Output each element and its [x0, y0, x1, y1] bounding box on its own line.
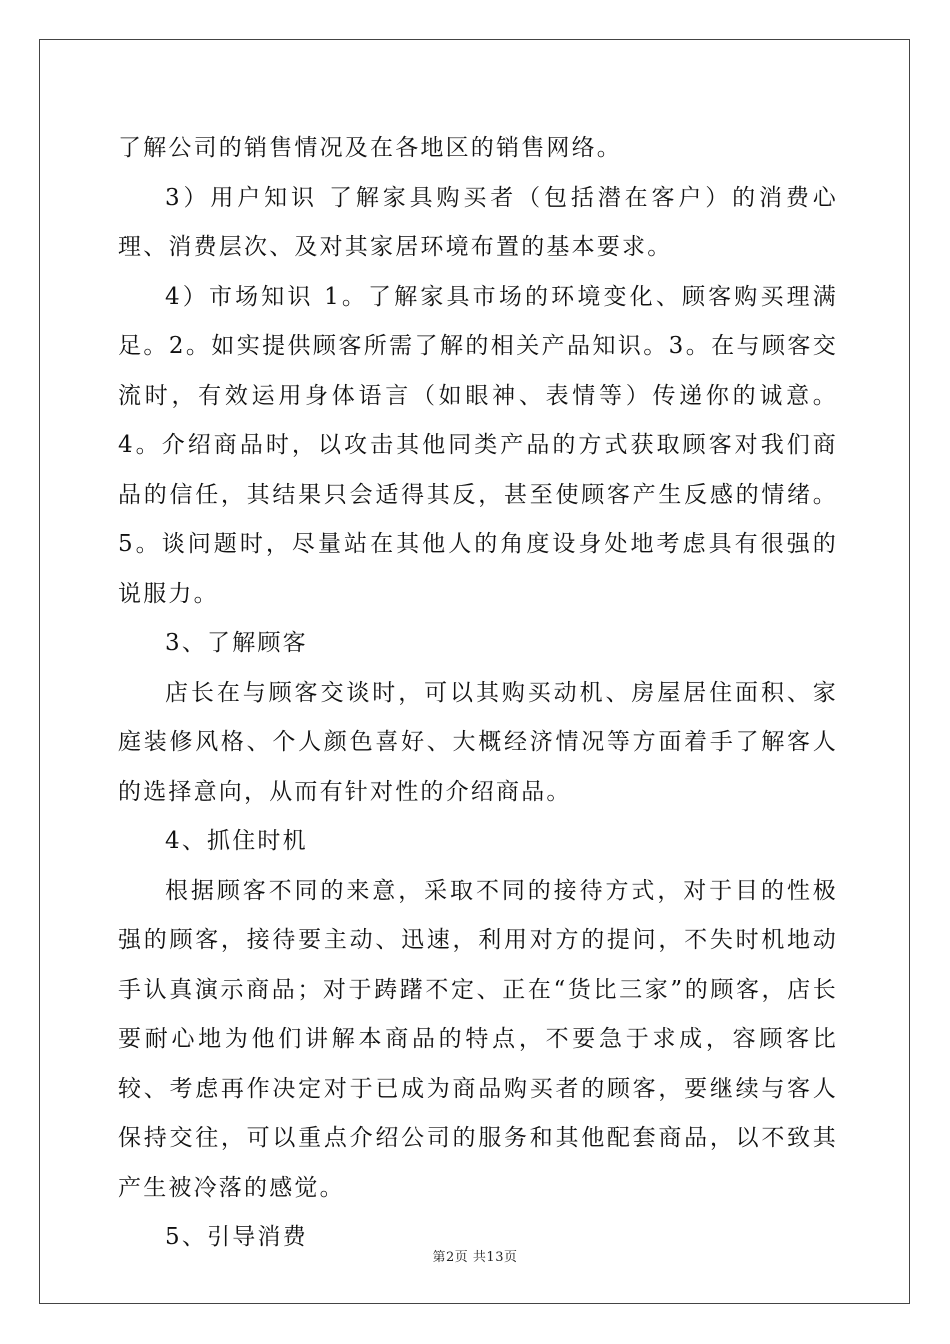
paragraph-seize-opportunity: 根据顾客不同的来意，采取不同的接待方式，对于目的性极强的顾客，接待要主动、迅速，利用对方的提问，不失时机地动手认真演示商品；对于踌躇不定、正在“货比三家”的顾客，店长要耐心地为他们讲解本商品的特点，不要急于求成，容顾客比较、考虑再作决定对于已成为商品购买者的顾客，要继续与客人保持交往，可以重点介绍公司的服务和其他配套商品，以不致其产生被冷落的感觉。: [118, 877, 838, 1201]
page-footer: 第2页 共13页: [432, 1250, 518, 1265]
paragraph-understand-customers: 店长在与顾客交谈时，可以其购买动机、房屋居住面积、家庭装修风格、个人颜色喜好、大概经济情况等方面着手了解客人的选择意向，从而有针对性的介绍商品。: [118, 679, 838, 805]
paragraph-company-sales: 了解公司的销售情况及在各地区的销售网络。: [118, 135, 622, 161]
paragraph-market-knowledge: 4）市场知识 1。了解家具市场的环境变化、顾客购买理满足。2。如实提供顾客所需了解的相关产品知识。3。在与顾客交流时，有效运用身体语言（如眼神、表情等）传递你的诚意。4。介绍商品时，以攻击其他同类产品的方式获取顾客对我们商品的信任，其结果只会适得其反，甚至使顾客产生反感的情绪。5。谈问题时，尽量站在其他人的角度设身处地考虑具有很强的说服力。: [118, 283, 838, 607]
heading-seize-opportunity: 4、抓住时机: [165, 828, 308, 854]
heading-guide-consumption: 5、引导消费: [165, 1224, 308, 1250]
document-body: [118, 124, 838, 1263]
paragraph-user-knowledge: 3）用户知识 了解家具购买者（包括潜在客户）的消费心理、消费层次、及对其家居环境布置的基本要求。: [118, 184, 838, 260]
heading-understand-customers: 3、了解顾客: [165, 630, 308, 656]
